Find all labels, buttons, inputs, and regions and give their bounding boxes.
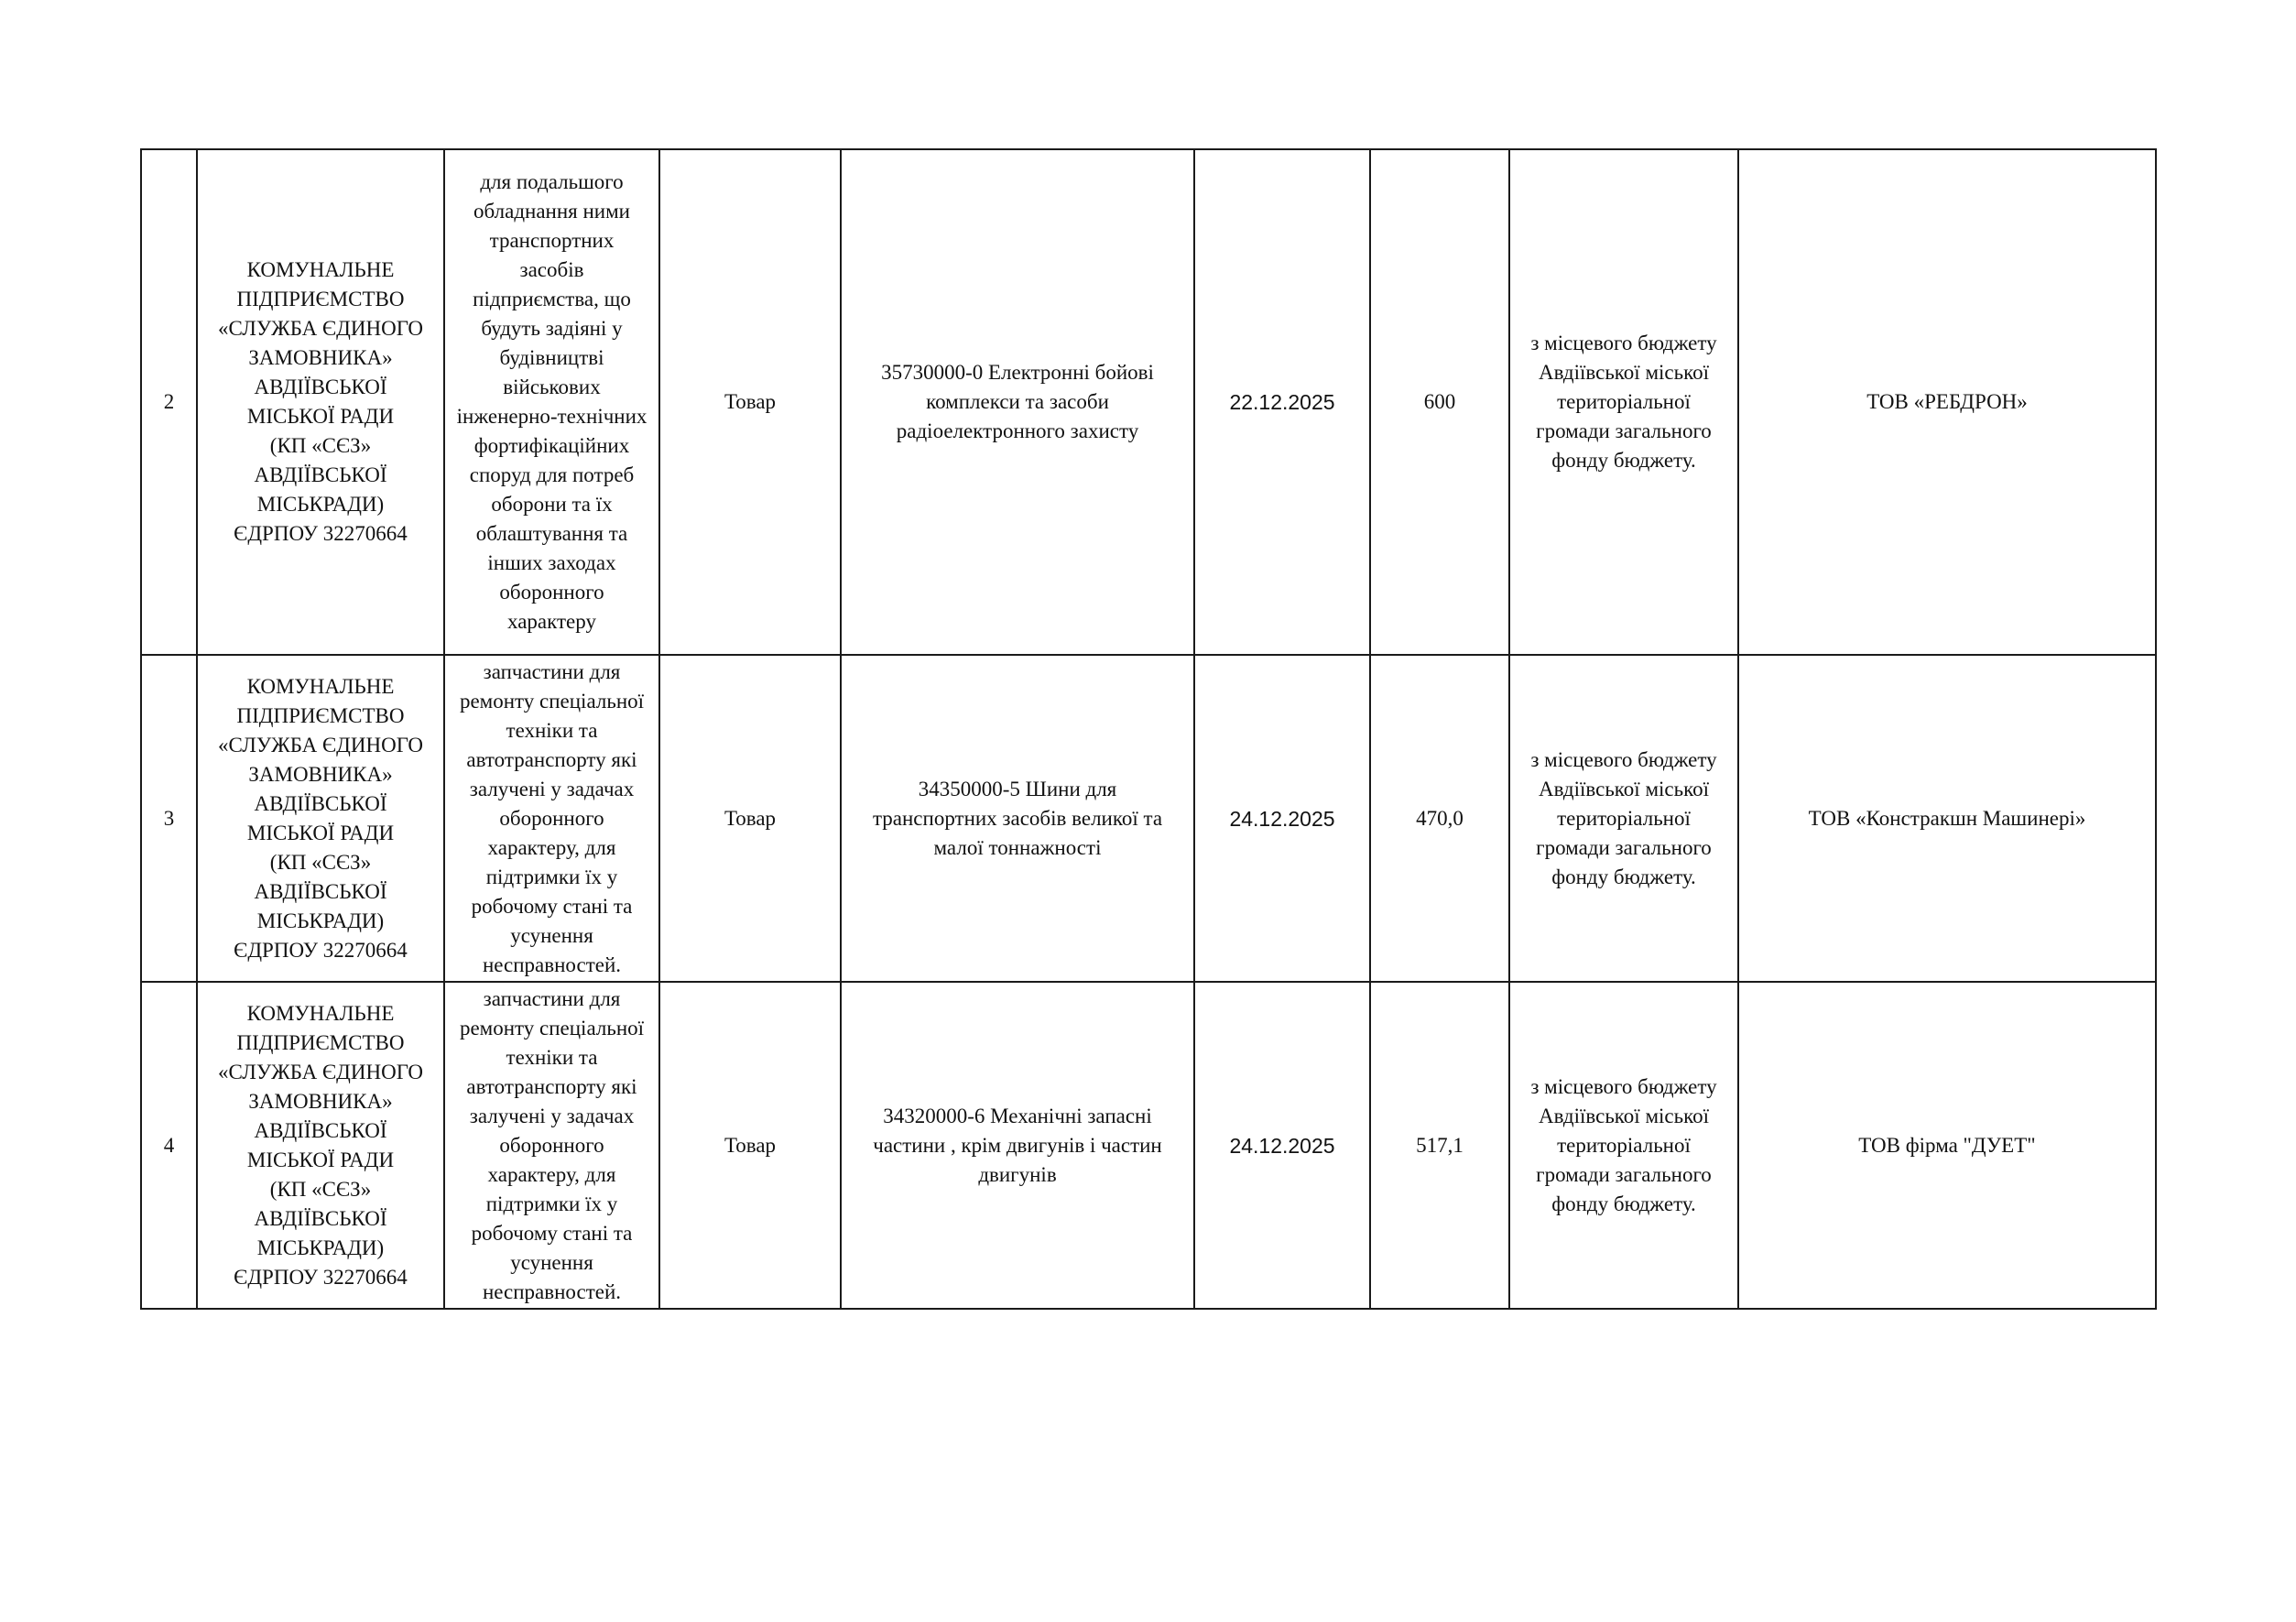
funding-source-cell-line: з місцевого бюджету xyxy=(1530,332,1717,354)
purpose-cell-line: техніки та xyxy=(506,718,598,742)
cpv-code-cell-line: частини , крім двигунів і частин xyxy=(873,1133,1162,1157)
customer-cell-line: АВДІЇВСЬКОЇ xyxy=(254,1206,387,1230)
customer-cell-line: ЄДРПОУ 32270664 xyxy=(234,1265,408,1289)
customer-cell-line: ЗАМОВНИКА» xyxy=(248,346,393,369)
customer-cell xyxy=(197,149,444,655)
purpose-cell xyxy=(444,149,659,655)
funding-source-cell-line: територіальної xyxy=(1557,390,1691,413)
purpose-cell xyxy=(444,655,659,982)
customer-cell-line: АВДІЇВСЬКОЇ xyxy=(254,1118,387,1142)
row-number-cell xyxy=(141,655,197,982)
purpose-cell-line: ремонту спеціальної xyxy=(459,689,645,713)
purpose-cell-line: будуть задіяні у xyxy=(481,317,623,340)
purpose-cell xyxy=(444,982,659,1309)
customer-cell-line: АВДІЇВСЬКОЇ xyxy=(254,879,387,903)
funding-source-cell-line: територіальної xyxy=(1557,806,1691,830)
purpose-cell-line: характеру, для xyxy=(487,835,616,859)
customer-cell-line: (КП «СЄЗ» xyxy=(269,434,372,457)
purpose-cell-line: усунення xyxy=(510,1250,593,1274)
purpose-cell-line: оборонного xyxy=(499,806,604,830)
customer-cell xyxy=(197,982,444,1309)
funding-source-cell-line: громади загального xyxy=(1536,1162,1712,1186)
funding-source-cell-line: фонду бюджету. xyxy=(1551,449,1696,472)
amount-cell xyxy=(1370,149,1509,655)
supplier-cell xyxy=(1738,982,2156,1309)
purpose-cell-line: робочому стані та xyxy=(471,894,633,918)
purpose-cell-line: оборонного xyxy=(499,581,604,604)
customer-cell-line: МІСЬКОЇ РАДИ xyxy=(246,821,395,844)
purpose-cell-line: інших заходах xyxy=(487,551,616,574)
purpose-cell-line: характеру, для xyxy=(487,1162,616,1186)
cpv-code-cell-line: 35730000-0 Електронні бойові xyxy=(881,361,1154,384)
customer-cell-line: АВДІЇВСЬКОЇ xyxy=(254,463,387,486)
date-cell xyxy=(1194,149,1370,655)
customer-cell-line: ЄДРПОУ 32270664 xyxy=(234,522,408,545)
purpose-cell-line: оборонного xyxy=(499,1133,604,1157)
purpose-cell-line: підтримки їх у xyxy=(485,1192,618,1215)
funding-source-cell-line: громади загального xyxy=(1536,835,1712,859)
amount-cell-text: 470,0 xyxy=(1416,806,1464,830)
purpose-cell-line: запчастини для xyxy=(483,986,621,1010)
customer-cell-line: «СЛУЖБА ЄДИНОГО xyxy=(217,317,424,340)
purpose-cell-line: будівництві xyxy=(499,346,604,369)
purpose-cell-line: підприємства, що xyxy=(473,288,631,310)
funding-source-cell xyxy=(1509,982,1738,1309)
funding-source-cell-line: Авдіївської міської xyxy=(1539,1104,1709,1127)
purpose-cell-line: автотранспорту які xyxy=(466,747,637,771)
purpose-cell-line: ремонту спеціальної xyxy=(459,1016,645,1040)
item-type-cell-text: Товар xyxy=(724,1133,777,1157)
customer-cell-line: «СЛУЖБА ЄДИНОГО xyxy=(217,733,424,757)
customer-cell-line: МІСЬКРАДИ) xyxy=(256,1236,385,1259)
customer-cell xyxy=(197,655,444,982)
table-body xyxy=(141,149,2156,1309)
customer-cell-line: «СЛУЖБА ЄДИНОГО xyxy=(217,1060,424,1083)
row-number-cell xyxy=(141,982,197,1309)
purpose-cell-line: транспортних xyxy=(489,229,615,252)
purpose-cell-line: несправностей. xyxy=(482,953,622,976)
cpv-code-cell-line: радіоелектронного захисту xyxy=(896,419,1139,442)
row-number-cell-text: 2 xyxy=(163,390,175,413)
purpose-cell-line: облаштування та xyxy=(475,522,628,545)
cpv-code-cell xyxy=(841,982,1194,1309)
purpose-cell-line: усунення xyxy=(510,923,593,947)
funding-source-cell-line: територіальної xyxy=(1557,1133,1691,1157)
cpv-code-cell-line: комплекси та засоби xyxy=(926,390,1109,413)
purpose-cell-line: обладнання ними xyxy=(473,200,630,223)
purpose-cell-line: засобів xyxy=(519,258,584,281)
customer-cell-line: МІСЬКРАДИ) xyxy=(256,493,385,516)
customer-cell-line: МІСЬКРАДИ) xyxy=(256,909,385,932)
date-cell-text: 24.12.2025 xyxy=(1229,806,1335,831)
customer-cell-line: КОМУНАЛЬНЕ xyxy=(246,258,395,281)
customer-cell-line: ПІДПРИЄМСТВО xyxy=(236,703,405,727)
date-cell xyxy=(1194,655,1370,982)
cpv-code-cell-line: 34350000-5 Шини для xyxy=(918,777,1117,800)
customer-cell-line: ЗАМОВНИКА» xyxy=(248,1089,393,1113)
table-row xyxy=(141,149,2156,655)
supplier-cell-text: ТОВ «РЕБДРОН» xyxy=(1866,390,2028,413)
amount-cell xyxy=(1370,655,1509,982)
customer-cell-line: МІСЬКОЇ РАДИ xyxy=(246,1148,395,1171)
purpose-cell-line: для подальшого xyxy=(480,170,624,193)
customer-cell-line: ЗАМОВНИКА» xyxy=(248,762,393,786)
supplier-cell xyxy=(1738,149,2156,655)
item-type-cell-text: Товар xyxy=(724,806,777,830)
table-row xyxy=(141,982,2156,1309)
row-number-cell-text: 3 xyxy=(163,806,175,830)
funding-source-cell xyxy=(1509,655,1738,982)
row-number-cell xyxy=(141,149,197,655)
amount-cell xyxy=(1370,982,1509,1309)
item-type-cell xyxy=(659,655,841,982)
customer-cell-line: ПІДПРИЄМСТВО xyxy=(236,1030,405,1054)
customer-cell-line: МІСЬКОЇ РАДИ xyxy=(246,405,395,428)
purpose-cell-line: техніки та xyxy=(506,1045,598,1069)
item-type-cell-text: Товар xyxy=(724,390,777,413)
cpv-code-cell-line: 34320000-6 Механічні запасні xyxy=(883,1104,1152,1127)
purpose-cell-line: запчастини для xyxy=(483,659,621,683)
customer-cell-line: ПІДПРИЄМСТВО xyxy=(236,288,405,310)
funding-source-cell xyxy=(1509,149,1738,655)
funding-source-cell-line: фонду бюджету. xyxy=(1551,1192,1696,1215)
customer-cell-line: КОМУНАЛЬНЕ xyxy=(246,1001,395,1025)
purpose-cell-line: інженерно-технічних xyxy=(456,405,647,428)
funding-source-cell-line: з місцевого бюджету xyxy=(1530,1074,1717,1098)
purpose-cell-line: військових xyxy=(503,376,601,398)
date-cell-text: 22.12.2025 xyxy=(1229,390,1335,414)
table-row xyxy=(141,655,2156,982)
cpv-code-cell-line: малої тоннажності xyxy=(933,835,1102,859)
date-cell-text: 24.12.2025 xyxy=(1229,1133,1335,1158)
funding-source-cell-line: громади загального xyxy=(1536,419,1712,442)
customer-cell-line: КОМУНАЛЬНЕ xyxy=(246,674,395,698)
funding-source-cell-line: фонду бюджету. xyxy=(1551,865,1696,888)
cpv-code-cell xyxy=(841,655,1194,982)
funding-source-cell-line: з місцевого бюджету xyxy=(1530,747,1717,771)
item-type-cell xyxy=(659,149,841,655)
purpose-cell-line: оборони та їх xyxy=(491,493,613,516)
supplier-cell-text: ТОВ «Констракшн Машинері» xyxy=(1808,806,2086,830)
document-page xyxy=(140,148,2155,1310)
funding-source-cell-line: Авдіївської міської xyxy=(1539,777,1709,800)
purpose-cell-line: робочому стані та xyxy=(471,1221,633,1245)
customer-cell-line: (КП «СЄЗ» xyxy=(269,850,372,874)
amount-cell-text: 517,1 xyxy=(1416,1133,1464,1157)
cpv-code-cell-line: двигунів xyxy=(978,1162,1057,1186)
customer-cell-line: (КП «СЄЗ» xyxy=(269,1177,372,1201)
purpose-cell-line: залучені у задачах xyxy=(469,777,635,800)
supplier-cell xyxy=(1738,655,2156,982)
supplier-cell-text: ТОВ фірма "ДУЕТ" xyxy=(1858,1133,2036,1157)
customer-cell-line: АВДІЇВСЬКОЇ xyxy=(254,376,387,398)
customer-cell-line: АВДІЇВСЬКОЇ xyxy=(254,791,387,815)
date-cell xyxy=(1194,982,1370,1309)
amount-cell-text: 600 xyxy=(1423,390,1456,413)
purpose-cell-line: несправностей. xyxy=(482,1279,622,1303)
cpv-code-cell-line: транспортних засобів великої та xyxy=(872,806,1163,830)
customer-cell-line: ЄДРПОУ 32270664 xyxy=(234,938,408,962)
funding-source-cell-line: Авдіївської міської xyxy=(1539,361,1709,384)
item-type-cell xyxy=(659,982,841,1309)
purpose-cell-line: підтримки їх у xyxy=(485,865,618,888)
procurement-table xyxy=(140,148,2157,1310)
purpose-cell-line: фортифікаційних xyxy=(473,434,630,457)
purpose-cell-line: автотранспорту які xyxy=(466,1074,637,1098)
purpose-cell-line: споруд для потреб xyxy=(469,463,635,486)
purpose-cell-line: характеру xyxy=(507,610,596,633)
purpose-cell-line: залучені у задачах xyxy=(469,1104,635,1127)
row-number-cell-text: 4 xyxy=(163,1133,175,1157)
cpv-code-cell xyxy=(841,149,1194,655)
